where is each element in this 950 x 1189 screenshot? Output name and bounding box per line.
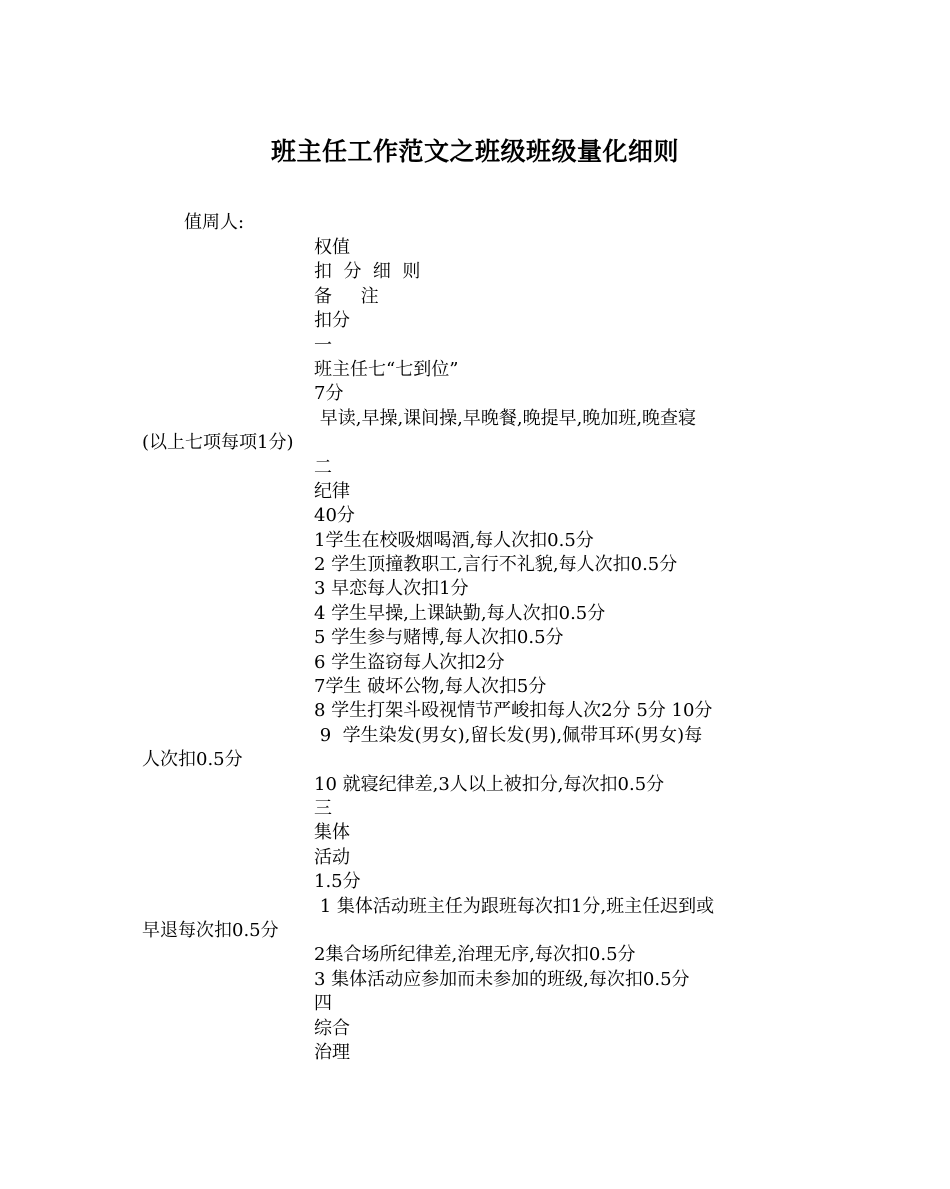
body-line: 6 学生盗窃每人次扣2分: [314, 651, 505, 673]
duty-person-label: 值周人:: [184, 212, 245, 233]
body-line: 扣 分 细 则: [314, 261, 421, 283]
body-line: 权值: [314, 237, 350, 258]
body-line: 5 学生参与赌博,每人次扣0.5分: [314, 627, 564, 649]
body-line: 备 注: [314, 285, 379, 307]
body-line: 活动: [314, 846, 350, 868]
body-line: 集体: [314, 822, 350, 844]
body-line: 人次扣0.5分: [142, 749, 243, 771]
body-line: 9 学生染发(男女),留长发(男),佩带耳环(男女)每: [314, 724, 703, 746]
body-line: 综合: [314, 1017, 350, 1039]
body-line: 7分: [314, 383, 344, 405]
body-line: 早退每次扣0.5分: [142, 919, 279, 941]
body-line: 10 就寝纪律差,3人以上被扣分,每次扣0.5分: [314, 773, 665, 795]
body-line: 一: [314, 334, 332, 356]
body-line: 班主任七“七到位”: [314, 358, 459, 380]
document-title: 班主任工作范文之班级班级量化细则: [270, 137, 679, 166]
body-line: 8 学生打架斗殴视情节严峻扣每人次2分 5分 10分: [314, 700, 713, 722]
body-line: 1学生在校吸烟喝酒,每人次扣0.5分: [314, 529, 594, 551]
body-line: 4 学生早操,上课缺勤,每人次扣0.5分: [314, 602, 606, 624]
body-line: 四: [314, 993, 332, 1015]
body-line: 二: [314, 456, 332, 478]
body-line: 治理: [314, 1041, 350, 1063]
body-line: 40分: [314, 505, 355, 527]
body-line: 7学生 破坏公物,每人次扣5分: [314, 676, 547, 698]
body-line: 三: [314, 797, 332, 819]
body-line: 2集合场所纪律差,治理无序,每次扣0.5分: [314, 944, 636, 966]
body-line: 扣分: [314, 310, 350, 332]
body-line: 3 早恋每人次扣1分: [314, 578, 469, 600]
body-line: 纪律: [314, 480, 350, 502]
body-line: 2 学生顶撞教职工,言行不礼貌,每人次扣0.5分: [314, 554, 678, 576]
body-line: 1.5分: [314, 871, 361, 893]
document-body: [142, 236, 822, 1065]
body-line: (以上七项每项1分): [142, 432, 294, 454]
body-line: 早读,早操,课间操,早晚餐,晚提早,晚加班,晚查寝: [314, 407, 697, 429]
body-line: 3 集体活动应参加而未参加的班级,每次扣0.5分: [314, 968, 690, 990]
body-line: 1 集体活动班主任为跟班每次扣1分,班主任迟到或: [314, 895, 715, 917]
